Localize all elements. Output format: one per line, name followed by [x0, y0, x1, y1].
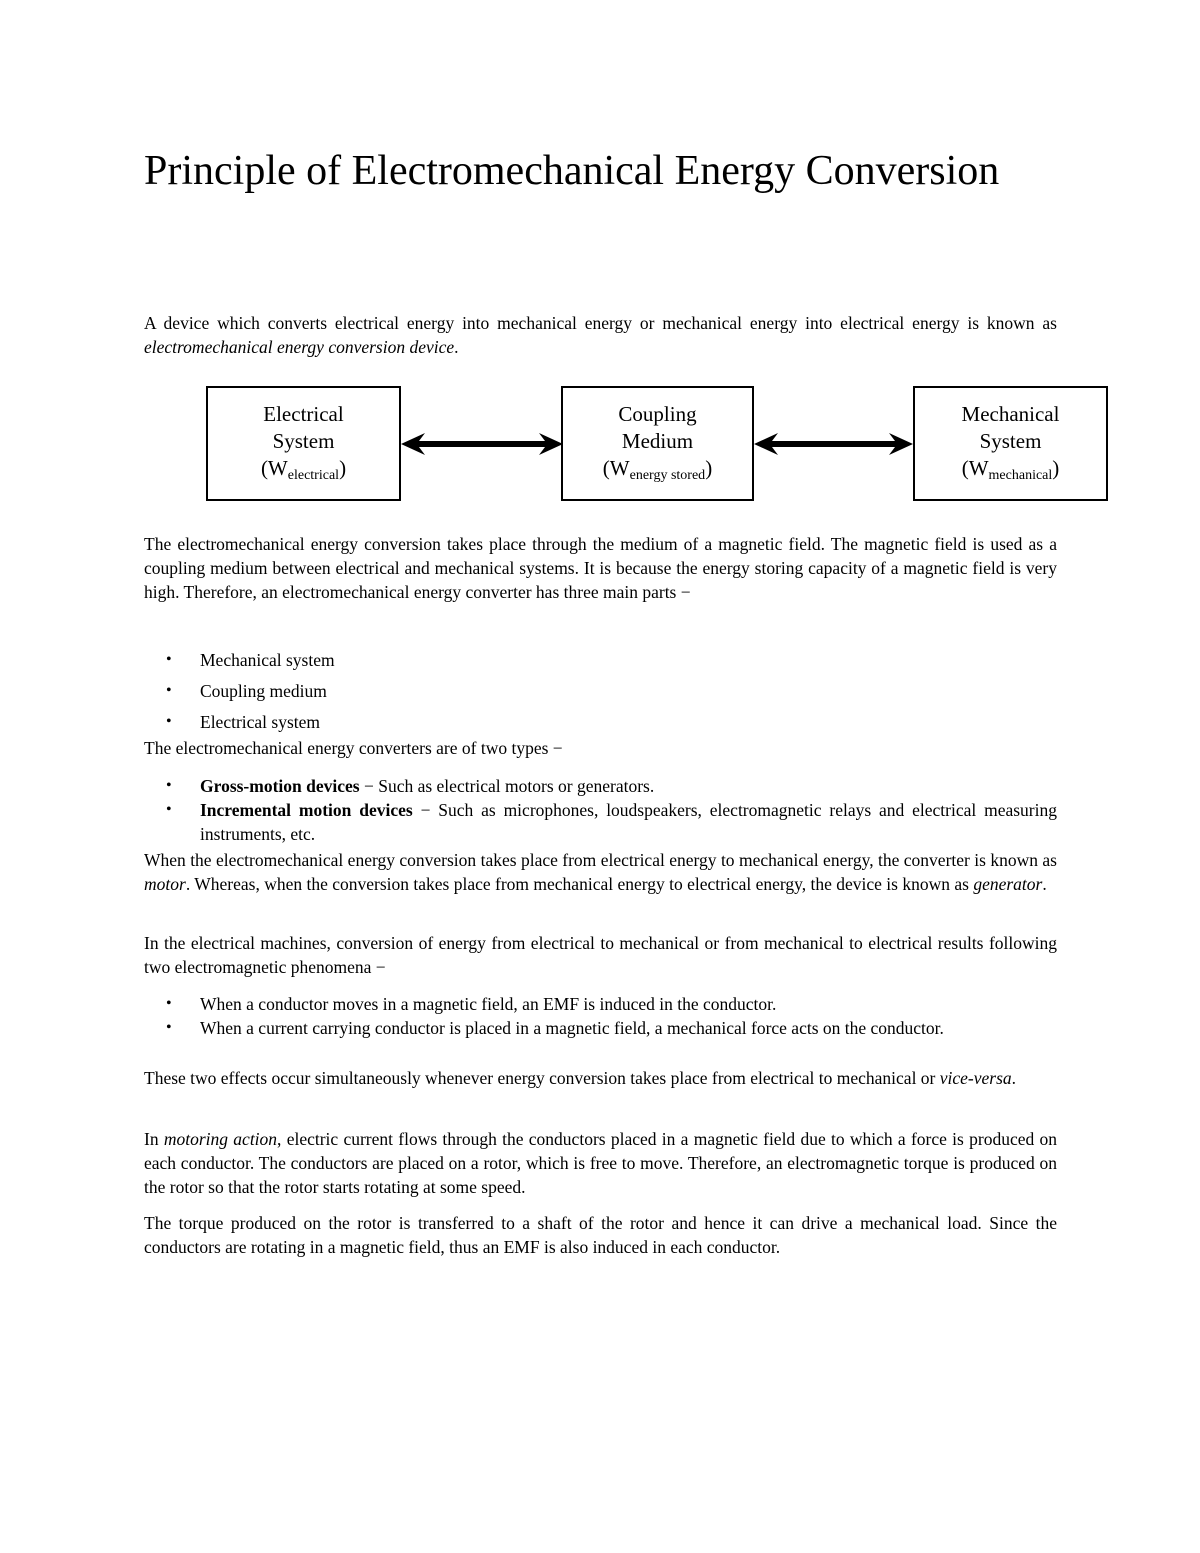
list-item: [144, 774, 1057, 798]
bullet-icon: •: [166, 713, 172, 730]
box-line2: System: [272, 429, 335, 453]
box-line1: Electrical: [263, 402, 344, 426]
paragraph-torque: The torque produced on the rotor is transferred to a shaft of the rotor and hence it can drive a mechanical load. Since the conductors are rotating in a magnetic field, thus an EMF is also induced in each conductor.: [144, 1213, 1057, 1257]
paragraph-simultaneous-effects: [144, 1066, 1057, 1090]
page-title: Principle of Electromechanical Energy Conversion: [144, 148, 1000, 194]
intro-paragraph: [144, 311, 1057, 359]
italic-motor: motor: [144, 874, 186, 894]
parts-list: [144, 648, 1057, 741]
var-close: ): [339, 456, 347, 480]
bullet-icon: •: [166, 651, 172, 668]
box-line2: System: [979, 429, 1042, 453]
box-line2: Medium: [621, 429, 694, 453]
var-close: ): [705, 456, 713, 480]
mechanical-system-box: [913, 386, 1108, 501]
box-line1: Mechanical: [961, 402, 1060, 426]
text-run: .: [1011, 1068, 1017, 1088]
bullet-icon: •: [166, 801, 172, 818]
text-run: . Whereas, when the conversion takes place from mechanical energy to electrical energy, the device is known as: [185, 874, 974, 894]
document-content: [144, 144, 1060, 1257]
box-line1: Coupling: [618, 402, 697, 426]
paragraph-phenomena-intro: In the electrical machines, conversion of energy from electrical to mechanical or from mechanical to electrical results following two electromagnetic phenomena −: [144, 933, 1057, 977]
italic-motoring-action: motoring action: [163, 1129, 278, 1149]
type-description: − Such as electrical motors or generators.: [359, 776, 655, 796]
text-run: These two effects occur simultaneously whenever energy conversion takes place from electrical to mechanical or: [144, 1068, 940, 1088]
var-subscript: mechanical: [988, 468, 1053, 483]
list-item-text: Mechanical system: [200, 650, 335, 670]
var-open: (W: [602, 456, 630, 480]
paragraph-magnetic-field: The electromechanical energy conversion takes place through the medium of a magnetic field. The magnetic field is used as a coupling medium between electrical and mechanical systems. It is because the energy storing capacity of a magnetic field is very high. Therefore, an electromechanical energy converter has three main parts −: [144, 534, 1057, 602]
list-item: [144, 648, 1057, 672]
list-item: [144, 679, 1057, 703]
box-variable: [208, 455, 399, 489]
list-item-text: Coupling medium: [200, 681, 327, 701]
list-item-text: When a current carrying conductor is placed in a magnetic field, a mechanical force acts on the conductor.: [200, 1018, 944, 1038]
double-arrow-icon: [399, 431, 565, 457]
type-description: − Such as microphones, loudspeakers, electromagnetic relays and electrical measuring instruments, etc.: [200, 800, 1057, 844]
list-item-text: When a conductor moves in a magnetic field, an EMF is induced in the conductor.: [200, 994, 777, 1014]
bullet-icon: •: [166, 777, 172, 794]
var-open: (W: [961, 456, 989, 480]
list-item: [144, 1016, 1057, 1040]
list-item: [144, 798, 1057, 846]
var-close: ): [1052, 456, 1060, 480]
double-arrow-icon: [752, 431, 915, 457]
italic-vice-versa: vice-versa: [939, 1068, 1012, 1088]
italic-generator: generator: [973, 874, 1043, 894]
var-open: (W: [260, 456, 288, 480]
electrical-system-box: [206, 386, 401, 501]
paragraph-types-intro: The electromechanical energy converters are of two types −: [144, 738, 563, 758]
intro-end: .: [454, 337, 459, 357]
list-item: [144, 992, 1057, 1016]
type-name: Gross-motion devices: [200, 776, 360, 796]
list-item-text: Electrical system: [200, 712, 321, 732]
coupling-medium-box: [561, 386, 754, 501]
box-variable: [563, 455, 752, 489]
text-run: .: [1042, 874, 1047, 894]
text-run: , electric current flows through the conductors placed in a magnetic field due to which a force is produced on each conductor. The conductors are placed on a rotor, which is free to move. Therefore, an electromagnetic torque is produced on the rotor so that the rotor starts rotating at some speed.: [144, 1129, 1057, 1197]
bullet-icon: •: [166, 1019, 172, 1036]
paragraph-motor-generator: [144, 848, 1057, 896]
text-run: When the electromechanical energy conversion takes place from electrical energy to mechanical energy, the converter is known as: [144, 850, 1057, 870]
type-name: Incremental motion devices: [200, 800, 413, 820]
box-variable: [915, 455, 1106, 489]
paragraph-motoring-action: [144, 1127, 1057, 1199]
text-run: In: [144, 1129, 164, 1149]
list-item: [144, 710, 1057, 734]
var-subscript: electrical: [287, 468, 340, 483]
energy-conversion-diagram: [206, 384, 1110, 508]
types-list: [144, 774, 1057, 846]
bullet-icon: •: [166, 682, 172, 699]
intro-text: A device which converts electrical energy into mechanical energy or mechanical energy into electrical energy is known as: [144, 313, 1057, 333]
bullet-icon: •: [166, 995, 172, 1012]
intro-italic-term: electromechanical energy conversion device: [144, 337, 455, 357]
var-subscript: energy stored: [629, 468, 706, 483]
phenomena-list: [144, 992, 1057, 1040]
